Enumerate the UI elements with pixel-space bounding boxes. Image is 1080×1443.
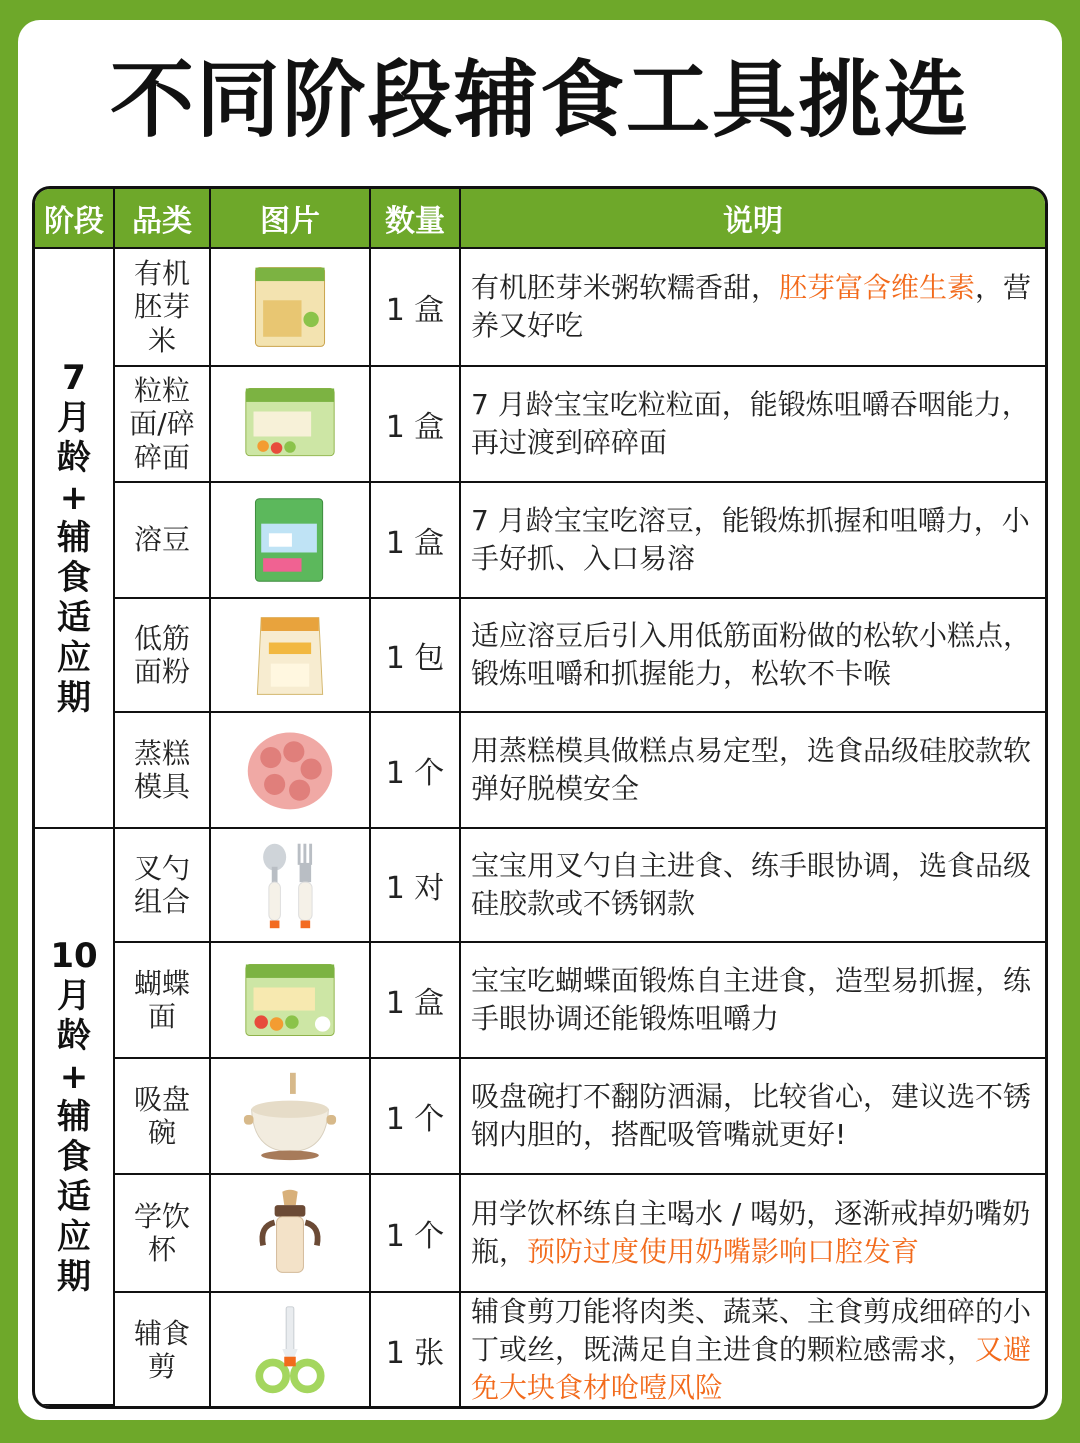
category-cell: 蝴蝶面 bbox=[115, 943, 211, 1059]
silicone-mold-icon bbox=[242, 723, 338, 817]
image-cell bbox=[211, 599, 371, 713]
stage-label-char: 期 bbox=[57, 678, 91, 719]
description-cell bbox=[461, 249, 1045, 367]
stage-label-char: 月 bbox=[57, 397, 91, 438]
image-cell bbox=[211, 367, 371, 483]
description-text: 用学饮杯练自主喝水 / 喝奶，逐渐戒掉奶嘴奶瓶， bbox=[471, 1197, 1031, 1268]
header-image: 图片 bbox=[211, 189, 371, 249]
quantity-cell: 1 个 bbox=[371, 713, 461, 829]
description-cell bbox=[461, 1175, 1045, 1293]
table-row bbox=[35, 829, 1045, 943]
stage-label-char: 辅 bbox=[57, 1096, 91, 1137]
quantity-cell: 1 盒 bbox=[371, 483, 461, 599]
sippy-cup-icon bbox=[242, 1186, 338, 1280]
stage-label-char: 应 bbox=[57, 1216, 91, 1257]
description-text: 辅食剪刀能将肉类、蔬菜、主食剪成细碎的小丁或丝，既满足自主进食的颗粒感需求， bbox=[471, 1295, 1032, 1366]
description-cell bbox=[461, 367, 1045, 483]
stage-10-month bbox=[35, 829, 115, 1406]
page-title: 不同阶段辅食工具挑选 bbox=[109, 51, 970, 149]
category-cell: 吸盘碗 bbox=[115, 1059, 211, 1175]
tools-table bbox=[32, 186, 1048, 1409]
table-row bbox=[35, 483, 1045, 599]
image-cell bbox=[211, 1293, 371, 1406]
highlight-text: 又避免大块食材呛噎风险 bbox=[471, 1332, 1032, 1404]
quantity-cell: 1 个 bbox=[371, 1175, 461, 1293]
category-cell: 粒粒面/碎碎面 bbox=[115, 367, 211, 483]
quantity-cell: 1 张 bbox=[371, 1293, 461, 1406]
description-text: 宝宝用叉勺自主进食、练手眼协调，选食品级硅胶款或不锈钢款 bbox=[471, 849, 1032, 920]
stage-label-char: 适 bbox=[57, 1176, 91, 1217]
stage-label-char: 辅 bbox=[57, 517, 91, 558]
description-text: 吸盘碗打不翻防洒漏，比较省心，建议选不锈钢内胆的，搭配吸管嘴就更好! bbox=[471, 1080, 1032, 1151]
image-cell bbox=[211, 829, 371, 943]
category-cell: 蒸糕模具 bbox=[115, 713, 211, 829]
quantity-cell: 1 对 bbox=[371, 829, 461, 943]
fork-spoon-icon bbox=[242, 838, 338, 932]
image-cell bbox=[211, 249, 371, 367]
header-category: 品类 bbox=[115, 189, 211, 249]
description-cell bbox=[461, 713, 1045, 829]
quantity-cell: 1 个 bbox=[371, 1059, 461, 1175]
noodle-box-icon bbox=[242, 377, 338, 471]
table-row bbox=[35, 1059, 1045, 1175]
melts-box-icon bbox=[242, 493, 338, 587]
description-text: 适应溶豆后引入用低筋面粉做的松软小糕点，锻炼咀嚼和抓握能力，松软不卡喉 bbox=[471, 619, 1032, 690]
table-row bbox=[35, 713, 1045, 829]
rice-box-icon bbox=[242, 260, 338, 354]
header-quantity: 数量 bbox=[371, 189, 461, 249]
suction-bowl-icon bbox=[242, 1069, 338, 1163]
table-row bbox=[35, 1293, 1045, 1406]
description-cell bbox=[461, 829, 1045, 943]
description-cell bbox=[461, 483, 1045, 599]
image-cell bbox=[211, 943, 371, 1059]
category-cell: 辅食剪 bbox=[115, 1293, 211, 1406]
stage-label-char: 7 bbox=[62, 357, 86, 398]
image-cell bbox=[211, 483, 371, 599]
image-cell bbox=[211, 1175, 371, 1293]
highlight-text: 预防过度使用奶嘴影响口腔发育 bbox=[527, 1235, 920, 1268]
description-text: 7 月龄宝宝吃粒粒面，能锻炼咀嚼吞咽能力，再过渡到碎碎面 bbox=[471, 388, 1030, 459]
stage-label-char: 龄 bbox=[57, 437, 91, 478]
stage-label-char: 月 bbox=[57, 976, 91, 1017]
description-text: 7 月龄宝宝吃溶豆，能锻炼抓握和咀嚼力，小手好抓、入口易溶 bbox=[471, 504, 1030, 575]
food-scissors-icon bbox=[242, 1303, 338, 1397]
table-header-row bbox=[35, 189, 1045, 249]
stage-label-char: + bbox=[59, 477, 89, 518]
stage-7-month bbox=[35, 249, 115, 829]
flour-pouch-icon bbox=[242, 608, 338, 702]
description-text: 有机胚芽米粥软糯香甜， bbox=[471, 271, 780, 305]
pasta-box-icon bbox=[242, 953, 338, 1047]
stage-label-char: 食 bbox=[57, 558, 91, 599]
description-text: 用蒸糕模具做糕点易定型，选食品级硅胶款软弹好脱模安全 bbox=[471, 734, 1032, 805]
quantity-cell: 1 盒 bbox=[371, 249, 461, 367]
stage-label-char: 适 bbox=[57, 598, 91, 639]
quantity-cell: 1 包 bbox=[371, 599, 461, 713]
table-row bbox=[35, 1175, 1045, 1293]
quantity-cell: 1 盒 bbox=[371, 943, 461, 1059]
stage-label-char: 应 bbox=[57, 638, 91, 679]
header-stage: 阶段 bbox=[35, 189, 115, 249]
quantity-cell: 1 盒 bbox=[371, 367, 461, 483]
description-cell bbox=[461, 599, 1045, 713]
table-row bbox=[35, 599, 1045, 713]
stage-label-char: 期 bbox=[57, 1257, 91, 1298]
description-text: ，营养又好吃 bbox=[471, 271, 1032, 342]
table-row bbox=[35, 249, 1045, 367]
table-row bbox=[35, 367, 1045, 483]
image-cell bbox=[211, 1059, 371, 1175]
description-cell bbox=[461, 1059, 1045, 1175]
category-cell: 学饮杯 bbox=[115, 1175, 211, 1293]
image-cell bbox=[211, 713, 371, 829]
description-cell bbox=[461, 1293, 1045, 1406]
stage-label-char: 龄 bbox=[57, 1016, 91, 1057]
description-text: 宝宝吃蝴蝶面锻炼自主进食，造型易抓握，练手眼协调还能锻炼咀嚼力 bbox=[471, 964, 1032, 1035]
category-cell: 溶豆 bbox=[115, 483, 211, 599]
description-cell bbox=[461, 943, 1045, 1059]
stage-label-char: 食 bbox=[57, 1136, 91, 1177]
header-description: 说明 bbox=[461, 189, 1045, 249]
category-cell: 叉勺组合 bbox=[115, 829, 211, 943]
stage-label-char: 10 bbox=[50, 936, 98, 977]
poster-card bbox=[18, 20, 1062, 1420]
category-cell: 有机胚芽米 bbox=[115, 249, 211, 367]
category-cell: 低筋面粉 bbox=[115, 599, 211, 713]
highlight-text: 胚芽富含维生素 bbox=[779, 271, 976, 305]
stage-label-char: + bbox=[59, 1056, 89, 1097]
table-row bbox=[35, 943, 1045, 1059]
